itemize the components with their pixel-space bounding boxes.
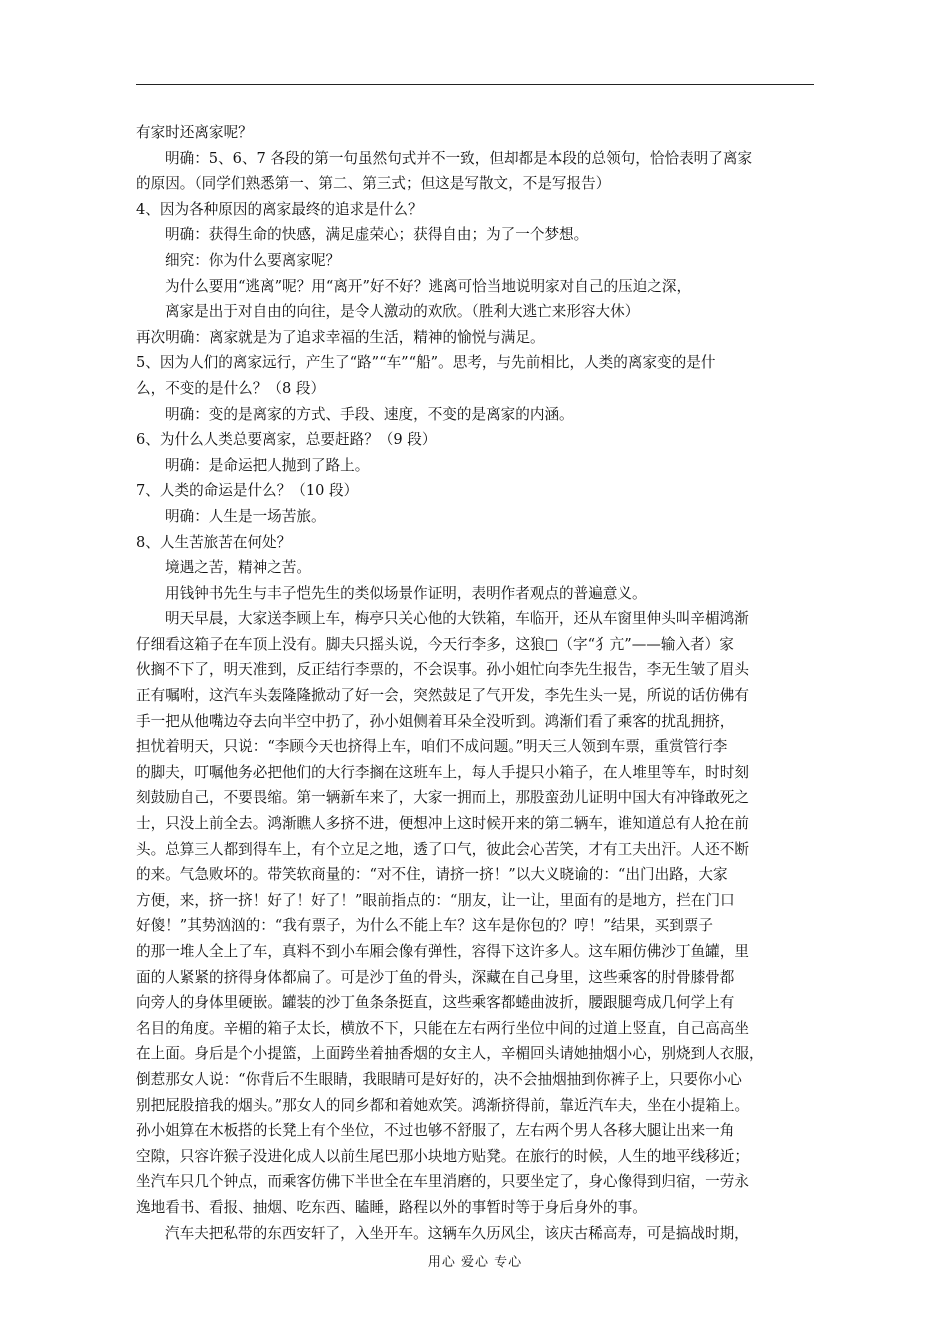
text-line: 空隙，只容许猴子没进化成人以前生尾巴那小块地方贴凳。在旅行的时候，人生的地平线移近； <box>136 1147 749 1165</box>
text-line: 汽车夫把私带的东西安轩了，入坐开车。这辆车久历风尘，该庆古稀高寿，可是搞战时期， <box>165 1224 749 1242</box>
text-line: 细究：你为什么要离家呢？ <box>165 251 341 269</box>
text-line: 坐汽车只几个钟点，而乘客仿佛下半世全在车里消磨的，只要坐定了，身心像得到归宿，一劳永 <box>136 1173 749 1191</box>
text-line: 逸地看书、看报、抽烟、吃东西、瞌睡，路程以外的事暂时等于身后身外的事。 <box>136 1198 647 1216</box>
text-line: 士，只没上前全去。鸿渐瞧人多挤不进，便想冲上这时候开来的第二辆车，谁知道总有人抢在前 <box>136 815 749 833</box>
text-line: 7、人类的命运是什么？（10 段） <box>136 482 359 500</box>
text-line: 用钱钟书先生与丰子恺先生的类似场景作证明，表明作者观点的普遍意义。 <box>165 584 647 602</box>
text-line: 头。总算三人都到得车上，有个立足之地，透了口气，彼此会心苦笑，才有工夫出汗。人还不断 <box>136 840 749 858</box>
text-line: 境遇之苦，精神之苦。 <box>165 559 311 577</box>
text-line: 孙小姐算在木板搭的长凳上有个坐位，不过也够不舒服了，左右两个男人各移大腿让出来一角 <box>136 1122 735 1140</box>
text-line: 为什么要用“逃离”呢？用“离开”好不好？逃离可恰当地说明家对自己的压迫之深， <box>165 277 692 295</box>
text-line: 在上面。身后是个小提篮，上面跨坐着抽香烟的女主人，辛楣回头请她抽烟小心，别烧到人衣服， <box>136 1045 764 1063</box>
text-line: 向旁人的身体里硬嵌。罐装的沙丁鱼条条挺直，这些乘客都蜷曲波折，腰跟腿弯成几何学上有 <box>136 994 735 1012</box>
text-line: 担忧着明天，只说：“李顾今天也挤得上车，咱们不成问题。”明天三人领到车票，重赏管行李 <box>136 738 728 756</box>
page-footer: 用心 爱心 专心 <box>427 1255 523 1270</box>
text-line: 正有嘱咐，这汽车头轰隆隆掀动了好一会，突然鼓足了气开发，李先生头一晃，所说的话仿佛有 <box>136 687 749 705</box>
text-line: 明天早晨，大家送李顾上车，梅亭只关心他的大铁箱，车临开，还从车窗里伸头叫辛楣鸿渐 <box>165 610 749 628</box>
text-line: 名目的角度。辛楣的箱子太长，横放不下，只能在左右两行坐位中间的过道上竖直，自己高高坐 <box>136 1019 749 1037</box>
text-line: 的原因。（同学们熟悉第一、第二、第三式；但这是写散文，不是写报告） <box>136 175 611 193</box>
header-rule <box>136 84 814 85</box>
text-line: 倒惹那女人说：“你背后不生眼睛，我眼睛可是好好的，决不会抽烟抽到你裤子上，只要你小心 <box>136 1070 742 1088</box>
text-line: 明确：人生是一场苦旅。 <box>165 507 326 525</box>
text-line: 方便，来，挤一挤！好了！好了！”眼前指点的：“朋友，让一让，里面有的是地方，拦在门口 <box>136 891 735 909</box>
text-line: 4、因为各种原因的离家最终的追求是什么？ <box>136 200 423 218</box>
text-line: 的脚夫，叮嘱他务必把他们的大行李搁在这班车上，每人手提只小箱子，在人堆里等车，时时刻 <box>136 763 749 781</box>
text-line: 面的人紧紧的挤得身体都扁了。可是沙丁鱼的骨头，深藏在自己身里，这些乘客的肘骨膝骨都 <box>136 968 735 986</box>
text-line: 有家时还离家呢？ <box>136 124 253 141</box>
text-line: 5、因为人们的离家远行，产生了“路”“车”“船”。思考，与先前相比，人类的离家变的是什 <box>136 354 716 372</box>
text-line: 明确：变的是离家的方式、手段、速度，不变的是离家的内涵。 <box>165 405 574 423</box>
text-line: 8、人生苦旅苦在何处？ <box>136 533 292 551</box>
text-line: 伙搁不下了，明天准到，反正结行李票的，不会误事。孙小姐忙向李先生报告，李无生皱了眉头 <box>136 661 749 679</box>
text-line: 的来。气急败坏的。带笑软商量的：“对不住，请挤一挤！”以大义晓谕的：“出门出路，大家 <box>136 866 728 884</box>
text-line: 再次明确：离家就是为了追求幸福的生活，精神的愉悦与满足。 <box>136 328 545 346</box>
text-line: 6、为什么人类总要离家，总要赶路？（9 段） <box>136 431 437 449</box>
text-line: 好傻！”其势汹汹的：“我有票子，为什么不能上车？这车是你包的？哼！”结果，买到票子 <box>136 917 713 935</box>
text-line: 刻鼓励自己，不要畏缩。第一辆新车来了，大家一拥而上，那股蛮劲儿证明中国大有冲锋敢死之 <box>136 789 749 807</box>
text-line: 明确：是命运把人抛到了路上。 <box>165 456 370 474</box>
text-line: 的那一堆人全上了车，真料不到小车厢会像有弹性，容得下这许多人。这车厢仿佛沙丁鱼罐，里 <box>136 943 749 960</box>
text-line: 手一把从他嘴边夺去向半空中扔了，孙小姐侧着耳朵全没听到。鸿渐们看了乘客的扰乱拥挤， <box>136 712 735 730</box>
text-line: 离家是出于对自由的向往，是令人激动的欢欣。（胜利大逃亡来形容大休） <box>165 303 640 321</box>
text-line: 别把屁股揞我的烟头。”那女人的同乡都和着她欢笑。鸿渐挤得前，靠近汽车夫，坐在小提箱上。 <box>136 1096 750 1114</box>
text-line: 么，不变的是什么？（8 段） <box>136 379 326 397</box>
document-body <box>136 120 814 1246</box>
text-line: 仔细看这箱子在车顶上没有。脚夫只摇头说，今天行李多，这狼□（字“犭亢”——输入者）家 <box>136 635 734 653</box>
text-line: 明确：获得生命的快感，满足虚荣心；获得自由；为了一个梦想。 <box>165 226 589 244</box>
text-line: 明确：5、6、7 各段的第一句虽然句式并不一致，但却都是本段的总领句，恰恰表明了离家 <box>165 149 753 167</box>
